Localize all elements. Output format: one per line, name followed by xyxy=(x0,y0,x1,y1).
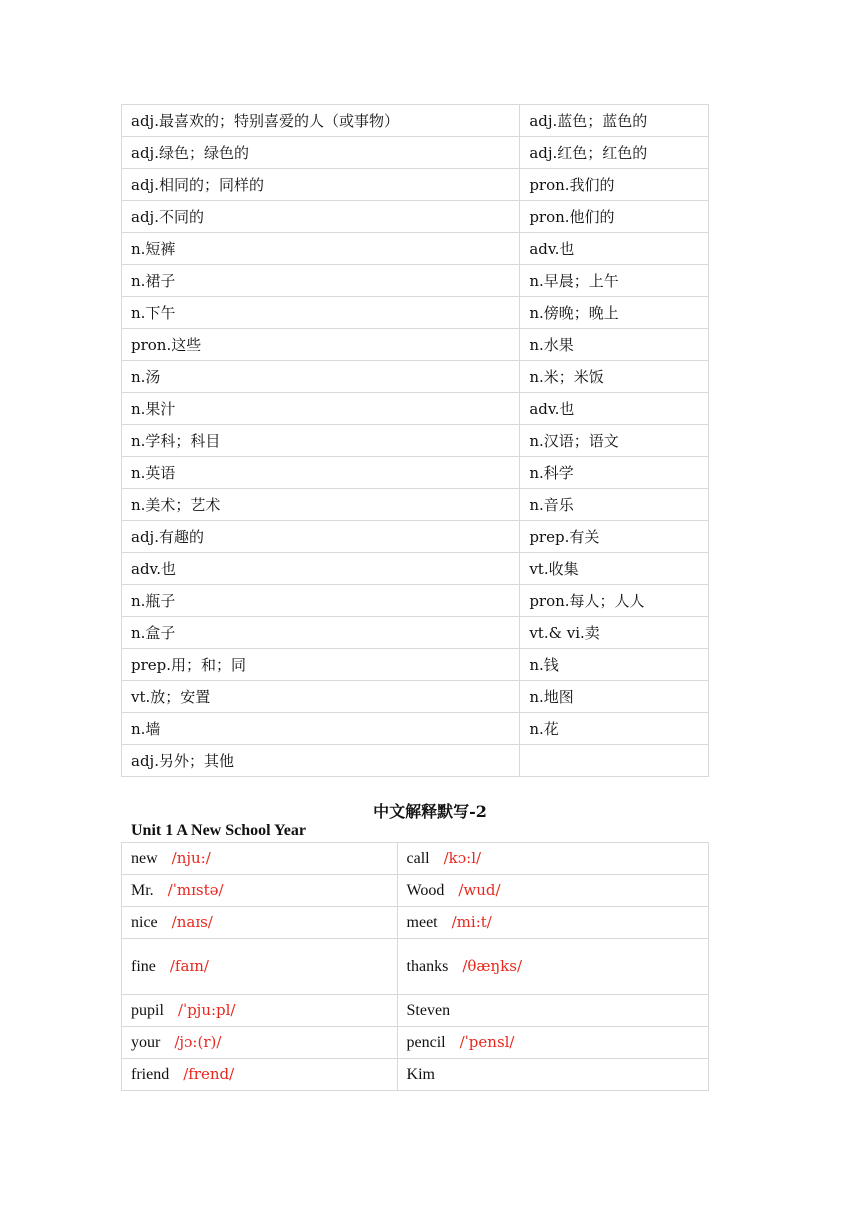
table-cell: n.裙子 xyxy=(122,265,520,297)
table-row xyxy=(122,907,709,939)
phonetic-transcription: /mi:t/ xyxy=(451,913,492,931)
table-row xyxy=(122,489,709,521)
english-word: your xyxy=(131,1034,161,1051)
phonetic-transcription: /ˈpju:pl/ xyxy=(177,1001,236,1019)
table-cell: vt.收集 xyxy=(520,553,709,585)
table-cell: adj.蓝色；蓝色的 xyxy=(520,105,709,137)
phonetic-transcription: /θæŋks/ xyxy=(462,957,522,975)
english-word: Mr. xyxy=(131,882,154,899)
table-row xyxy=(122,843,709,875)
table-row xyxy=(122,425,709,457)
table-cell: vt.放；安置 xyxy=(122,681,520,713)
word-cell xyxy=(122,907,398,939)
table-cell: n.钱 xyxy=(520,649,709,681)
table-cell: n.科学 xyxy=(520,457,709,489)
english-word: call xyxy=(406,850,430,867)
table-cell: pron.每人；人人 xyxy=(520,585,709,617)
table-cell: n.美术；艺术 xyxy=(122,489,520,521)
table-row xyxy=(122,393,709,425)
table-row xyxy=(122,995,709,1027)
english-word: fine xyxy=(131,958,156,975)
table-cell: pron.他们的 xyxy=(520,201,709,233)
table-row xyxy=(122,361,709,393)
table-row xyxy=(122,201,709,233)
english-word: friend xyxy=(131,1066,170,1083)
table-cell: n.学科；科目 xyxy=(122,425,520,457)
table-row xyxy=(122,617,709,649)
table-cell: pron.我们的 xyxy=(520,169,709,201)
table-cell: adj.有趣的 xyxy=(122,521,520,553)
english-word: pencil xyxy=(406,1034,446,1051)
word-cell xyxy=(122,995,398,1027)
word-cell xyxy=(397,1059,708,1091)
table-row xyxy=(122,681,709,713)
table-cell: adj.不同的 xyxy=(122,201,520,233)
word-cell xyxy=(397,939,708,995)
table-row xyxy=(122,1027,709,1059)
english-word: Wood xyxy=(406,882,445,899)
table-row xyxy=(122,137,709,169)
phonetic-transcription: /jɔ:(r)/ xyxy=(174,1033,222,1051)
english-word: new xyxy=(131,850,158,867)
table-cell: adv.也 xyxy=(122,553,520,585)
word-cell xyxy=(397,843,708,875)
table-cell: prep.有关 xyxy=(520,521,709,553)
table-cell: n.汤 xyxy=(122,361,520,393)
table-cell: n.水果 xyxy=(520,329,709,361)
word-cell xyxy=(397,875,708,907)
table-row xyxy=(122,585,709,617)
table-cell: adj.红色；红色的 xyxy=(520,137,709,169)
word-cell xyxy=(122,843,398,875)
table-cell: n.汉语；语文 xyxy=(520,425,709,457)
table-cell: n.傍晚；晚上 xyxy=(520,297,709,329)
word-cell xyxy=(122,939,398,995)
english-word: thanks xyxy=(406,958,449,975)
table-cell: n.英语 xyxy=(122,457,520,489)
phonetic-transcription: /frend/ xyxy=(183,1065,235,1083)
phonetic-transcription: /faɪn/ xyxy=(169,957,209,975)
table-row xyxy=(122,1059,709,1091)
word-cell xyxy=(397,995,708,1027)
phonetic-transcription: /naɪs/ xyxy=(171,913,213,931)
table-row xyxy=(122,553,709,585)
vocab-meaning-table xyxy=(121,104,709,777)
section-title: 中文解释默写-2 xyxy=(373,802,487,821)
table-row xyxy=(122,713,709,745)
table-row xyxy=(122,457,709,489)
table-cell: n.盒子 xyxy=(122,617,520,649)
table-cell: adv.也 xyxy=(520,233,709,265)
table-cell: n.果汁 xyxy=(122,393,520,425)
table-cell: adj.相同的；同样的 xyxy=(122,169,520,201)
table-cell: vt.& vi.卖 xyxy=(520,617,709,649)
phonetic-transcription: /kɔ:l/ xyxy=(443,849,482,867)
word-cell xyxy=(397,1027,708,1059)
phonetic-transcription: /wud/ xyxy=(458,881,501,899)
table-cell: n.瓶子 xyxy=(122,585,520,617)
table-row xyxy=(122,939,709,995)
english-word: pupil xyxy=(131,1002,164,1019)
table-cell: pron.这些 xyxy=(122,329,520,361)
table-row xyxy=(122,521,709,553)
english-word: nice xyxy=(131,914,158,931)
table-cell xyxy=(520,745,709,777)
table-row xyxy=(122,265,709,297)
phonetic-transcription: /nju:/ xyxy=(171,849,211,867)
table-cell: n.花 xyxy=(520,713,709,745)
unit-title: Unit 1 A New School Year xyxy=(131,822,306,839)
english-word: meet xyxy=(406,914,438,931)
word-phonetic-table xyxy=(121,842,709,1091)
table-row xyxy=(122,105,709,137)
english-word: Steven xyxy=(406,1001,451,1019)
table-row xyxy=(122,745,709,777)
phonetic-transcription: /ˈmɪstə/ xyxy=(167,881,224,899)
table-row xyxy=(122,297,709,329)
table-cell: adv.也 xyxy=(520,393,709,425)
english-word: Kim xyxy=(406,1065,435,1083)
word-cell xyxy=(122,1059,398,1091)
table-cell: n.下午 xyxy=(122,297,520,329)
word-cell xyxy=(122,1027,398,1059)
table-cell: n.墙 xyxy=(122,713,520,745)
table-cell: n.地图 xyxy=(520,681,709,713)
table-cell: n.音乐 xyxy=(520,489,709,521)
table-cell: n.早晨；上午 xyxy=(520,265,709,297)
table-cell: adj.绿色；绿色的 xyxy=(122,137,520,169)
table-row xyxy=(122,233,709,265)
table-cell: n.短裤 xyxy=(122,233,520,265)
table-row xyxy=(122,329,709,361)
phonetic-transcription: /ˈpensl/ xyxy=(459,1033,515,1051)
table-cell: adj.最喜欢的；特别喜爱的人（或事物） xyxy=(122,105,520,137)
table-row xyxy=(122,649,709,681)
word-cell xyxy=(122,875,398,907)
table-cell: prep.用；和；同 xyxy=(122,649,520,681)
table-row xyxy=(122,875,709,907)
table-cell: adj.另外；其他 xyxy=(122,745,520,777)
word-cell xyxy=(397,907,708,939)
table-cell: n.米；米饭 xyxy=(520,361,709,393)
table-row xyxy=(122,169,709,201)
